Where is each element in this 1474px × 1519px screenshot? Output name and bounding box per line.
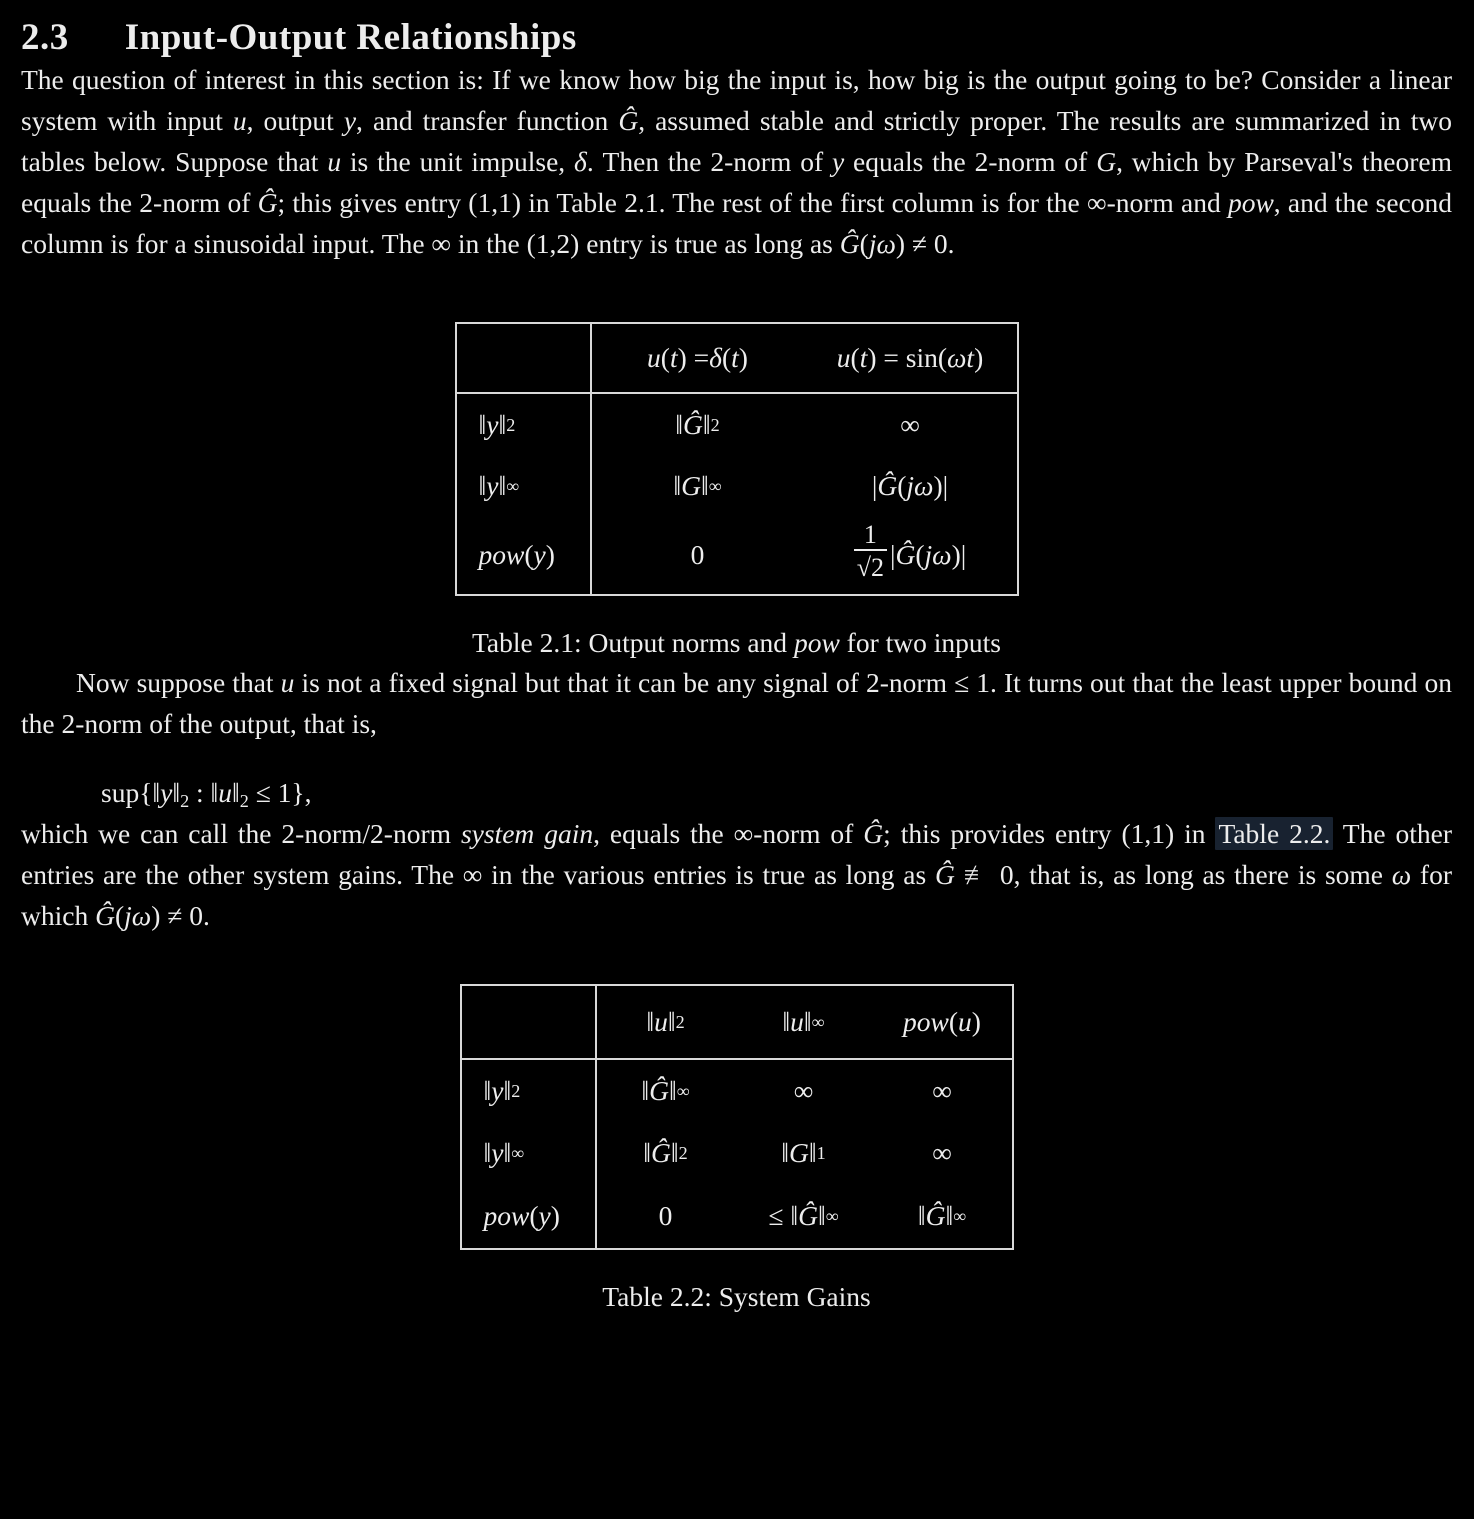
table-2-1-col-header-impulse: u ( t ) = δ ( t ) xyxy=(592,324,804,394)
table-2-2 xyxy=(460,984,1014,1250)
table-2-1 xyxy=(455,322,1019,596)
sup-equation: $sup\{‖y‖_2$ : $‖u‖_2 \le 1$}, xyxy=(101,777,312,812)
table-2-1-cell-r2c2: | Ĝ ( jω )| xyxy=(871,470,949,501)
section-number: 2.3 xyxy=(21,17,69,58)
table-2-2-col-header-powu: pow ( u ) xyxy=(873,986,1012,1060)
table-2-1-caption: Table 2.1: Output norms and pow for two inputs xyxy=(472,627,1001,658)
table-2-2-cell-r3c1: 0 xyxy=(658,1200,673,1231)
table-2-1-cell-r3c2: $\frac{1}{√2}$ | Ĝ ( jω )| xyxy=(804,516,1017,594)
table-2-2-corner-cell xyxy=(462,986,597,1060)
table-2-2-caption: Table 2.2: System Gains xyxy=(602,1281,871,1312)
paragraph-3 xyxy=(21,813,1452,936)
table-2-2-row-label-pow: pow ( y ) xyxy=(462,1184,597,1248)
table-2-2-col-header-uinf: ‖ u ‖ ∞ xyxy=(735,986,873,1060)
table-2-2-cell-r1c1: ‖ Ĝ ‖ ∞ xyxy=(641,1075,690,1106)
section-heading xyxy=(21,16,1452,59)
table-2-2-row-label-y2: ‖ y ‖ 2 xyxy=(462,1060,597,1122)
table-2-2-cell-r2c2: ‖ G ‖ 1 xyxy=(781,1137,826,1168)
paragraph-3-after: The other entries are the other system gains. The ∞ in the various entries is true as long as Ĝ ≢ 0, that is, as long as there is some ω for which Ĝ(jω) ≠ 0. xyxy=(21,818,1452,931)
table-2-2-col-header-u2: ‖ u ‖ 2 xyxy=(597,986,735,1060)
table-2-2-cell-r3c2: ≤ ‖ Ĝ ‖ ∞ xyxy=(768,1200,839,1231)
table-2-2-cell-r2c1: ‖ Ĝ ‖ 2 xyxy=(643,1137,688,1168)
table-2-1-row-label-y2: ‖ y ‖ 2 xyxy=(457,394,592,456)
paragraph-2: Now suppose that u is not a fixed signal but that it can be any signal of 2-norm ≤ 1. It turns out that the least upper bound on the 2-norm of the output, that is, xyxy=(21,667,1452,739)
table-2-1-cell-r3c1: 0 xyxy=(690,539,705,570)
table-2-1-row-label-yinf: ‖ y ‖ ∞ xyxy=(457,456,592,516)
table-2-2-cell-r1c3: ∞ xyxy=(932,1075,952,1106)
table-2-2-cell-r3c3: ‖ Ĝ ‖ ∞ xyxy=(917,1200,967,1231)
table-2-2-reference-link[interactable]: Table 2.2. xyxy=(1215,817,1333,850)
paragraph-3-before: which we can call the 2-norm/2-norm system gain, equals the ∞-norm of Ĝ; this provides entry (1,1) in xyxy=(21,818,1216,849)
section-title: Input-Output Relationships xyxy=(124,17,577,58)
table-2-1-cell-r2c1: ‖ G ‖ ∞ xyxy=(673,470,722,501)
intro-paragraph: The question of interest in this section is: If we know how big the input is, how big is the output going to be? Consider a linear system with input u, output y, and transfer function Ĝ, assumed stable and strictly proper. The results are summarized in two tables below. Suppose that u is the unit impulse, δ. Then the 2-norm of y equals the 2-norm of G, which by Parseval's theorem equals the 2-norm of Ĝ; this gives entry (1,1) in Table 2.1. The rest of the first column is for the ∞-norm and pow, and the second column is for a sinusoidal input. The ∞ in the (1,2) entry is true as long as Ĝ(jω) ≠ 0. xyxy=(21,64,1453,259)
table-2-2-cell-r1c2: ∞ xyxy=(793,1075,814,1106)
table-2-1-corner-cell xyxy=(457,324,592,394)
table-2-2-row-label-yinf: ‖ y ‖ ∞ xyxy=(462,1122,597,1184)
table-2-1-container xyxy=(21,322,1452,596)
table-2-1-row-label-pow: pow ( y ) xyxy=(457,516,592,594)
table-2-2-cell-r2c3: ∞ xyxy=(932,1137,952,1168)
table-2-1-col-header-sinusoid: u ( t ) = sin( ωt ) xyxy=(804,324,1017,394)
table-2-2-container xyxy=(21,984,1452,1250)
table-2-1-cell-r1c2: ∞ xyxy=(900,409,920,440)
table-2-1-cell-r1c1: ‖ Ĝ ‖ 2 xyxy=(675,409,720,440)
